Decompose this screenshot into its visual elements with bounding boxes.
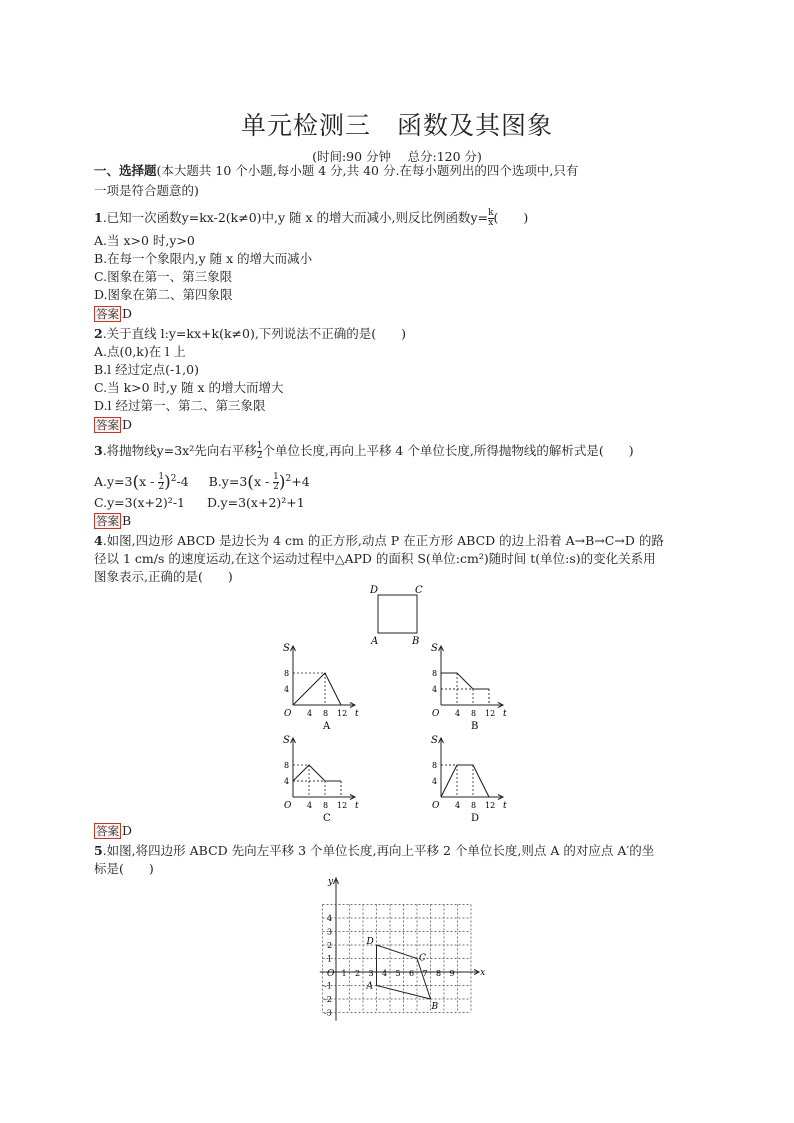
x-tick-12: 12 xyxy=(485,801,496,810)
y-tick-8: 8 xyxy=(284,761,290,770)
q3-options-ab: A.y=3(x - $\frac{1}{2}$ )$^2$-4 B.y=3(x - $\frac{1}{2}$ )$^2$+4 xyxy=(94,472,310,493)
x-axis-label: t xyxy=(355,801,359,811)
q3-answer: 答案 B xyxy=(96,513,132,528)
x-tick-4: 4 xyxy=(455,801,461,810)
question-5-line2: 标是( ) xyxy=(94,861,154,876)
graph-curve xyxy=(441,765,489,797)
x-axis-label: t xyxy=(503,709,507,719)
graph-caption: B xyxy=(471,721,479,732)
question-5-line1: 5.如图,将四边形 ABCD 先向左平移 3 个单位长度,再向上平移 2 个单位长度,则点 A 的对应点 A′的坐 xyxy=(94,843,655,858)
x-tick-6: 6 xyxy=(409,969,415,978)
y-tick-4: 4 xyxy=(284,777,290,786)
origin-label: O xyxy=(432,801,440,811)
x-tick-3: 3 xyxy=(368,969,374,978)
q1-option-a: A.当 x>0 时,y>0 xyxy=(94,233,195,248)
square-label-b: B xyxy=(412,636,420,647)
y-tick-1: 1 xyxy=(327,954,333,964)
y-tick-8: 8 xyxy=(284,669,290,678)
x-tick-8: 8 xyxy=(471,709,477,718)
question-2-stem: 2.关于直线 l:y=kx+k(k≠0),下列说法不正确的是( ) xyxy=(94,326,407,341)
x-tick-4: 4 xyxy=(382,969,388,978)
page-title: 单元检测三 函数及其图象 xyxy=(240,111,553,140)
y-tick-4: 4 xyxy=(327,914,333,923)
exam-info: (时间:90 分钟 总分:120 分) xyxy=(312,149,482,164)
square-label-c: C xyxy=(415,585,423,596)
y-tick-4: 4 xyxy=(432,685,438,694)
y-axis-label: S xyxy=(283,735,290,746)
q2-option-b: B.l 经过定点(-1,0) xyxy=(94,362,199,377)
section-heading: 一、选择题(本大题共 10 个小题,每小题 4 分,共 40 分.在每小题列出的四个选项中,只有 xyxy=(94,163,579,178)
y-tick-1: -1 xyxy=(324,981,332,991)
q1-option-c: C.图象在第一、第三象限 xyxy=(94,269,233,284)
graph-curve xyxy=(441,673,489,689)
y-tick-3: 3 xyxy=(327,927,333,937)
y-tick-8: 8 xyxy=(432,761,438,770)
x-axis-label: t xyxy=(355,709,359,719)
section-desc: 一项是符合题意的) xyxy=(94,183,199,198)
x-tick-4: 4 xyxy=(307,801,313,810)
x-tick-8: 8 xyxy=(436,969,442,978)
answer-badge[interactable]: 答案 xyxy=(96,824,119,838)
x-tick-7: 7 xyxy=(422,969,428,978)
graph-caption: C xyxy=(323,813,331,824)
graph-option-c xyxy=(281,735,361,825)
y-axis-label: y xyxy=(328,877,334,887)
q2-option-a: A.点(0,k)在 l 上 xyxy=(94,344,186,359)
answer-badge[interactable]: 答案 xyxy=(96,418,119,432)
question-4-line2: 径以 1 cm/s 的速度运动,在这个运动过程中△APD 的面积 S(单位:cm²)随时间 t(单位:s)的变化关系用 xyxy=(94,551,656,566)
y-axis-label: S xyxy=(431,735,438,746)
q1-answer: 答案 D xyxy=(96,306,133,321)
q3-options-cd: C.y=3(x+2)²-1 D.y=3(x+2)²+1 xyxy=(94,495,305,510)
graph-caption: A xyxy=(323,721,331,732)
q2-answer: 答案 D xyxy=(96,417,133,432)
x-tick-1: 1 xyxy=(341,969,347,978)
question-3-stem: 3.将抛物线y=3x²先向右平移 $\frac{1}{2}$ 个单位长度,再向上平移 4 个单位长度,所得抛物线的解析式是( ) xyxy=(94,441,634,461)
y-tick-2: -2 xyxy=(324,995,332,1004)
origin-label: O xyxy=(327,969,335,979)
question-4-line1: 4.如图,四边形 ABCD 是边长为 4 cm 的正方形,动点 P 在正方形 ABCD 的边上沿着 A→B→C→D 的路 xyxy=(94,533,664,548)
point-label-b: B xyxy=(431,1002,439,1012)
x-tick-12: 12 xyxy=(337,801,348,810)
x-tick-9: 9 xyxy=(449,969,455,978)
point-label-d: D xyxy=(366,937,374,947)
graph-curve xyxy=(293,673,341,705)
fraction: $\frac{1}{2}$ xyxy=(256,441,263,461)
q2-option-c: C.当 k>0 时,y 随 x 的增大而增大 xyxy=(94,380,284,395)
q1-option-b: B.在每一个象限内,y 随 x 的增大而减小 xyxy=(94,251,313,266)
y-axis-label: S xyxy=(283,643,290,654)
x-tick-8: 8 xyxy=(323,801,329,810)
origin-label: O xyxy=(284,801,292,811)
graph-option-a xyxy=(281,643,361,733)
graph-caption: D xyxy=(471,813,480,824)
question-4-line3: 图象表示,正确的是( ) xyxy=(94,569,233,584)
square-abcd-figure xyxy=(368,582,428,648)
q4-answer: 答案 D xyxy=(96,823,133,838)
origin-label: O xyxy=(284,709,292,719)
origin-label: O xyxy=(432,709,440,719)
x-tick-4: 4 xyxy=(307,709,313,718)
x-tick-2: 2 xyxy=(355,969,361,978)
q2-option-d: D.l 经过第一、第二、第三象限 xyxy=(94,398,266,413)
square-label-a: A xyxy=(371,636,379,647)
y-tick-3: -3 xyxy=(324,1008,332,1018)
question-1-stem: 1.已知一次函数y=kx-2(k≠0)中,y 随 x 的增大而减小,则反比例函数y= $\frac{k}{x}$ ( ) xyxy=(94,208,529,228)
x-tick-4: 4 xyxy=(455,709,461,718)
x-tick-8: 8 xyxy=(471,801,477,810)
answer-badge[interactable]: 答案 xyxy=(96,307,119,321)
q1-option-d: D.图象在第二、第四象限 xyxy=(94,287,233,302)
answer-badge[interactable]: 答案 xyxy=(96,514,119,528)
x-axis-label: x xyxy=(480,968,486,978)
y-tick-8: 8 xyxy=(432,669,438,678)
x-tick-12: 12 xyxy=(337,709,348,718)
point-label-c: C xyxy=(419,953,426,964)
x-axis-label: t xyxy=(503,801,507,811)
fraction: $\frac{k}{x}$ xyxy=(488,208,494,228)
y-tick-4: 4 xyxy=(284,685,290,694)
point-label-a: A xyxy=(366,981,373,992)
y-axis-label: S xyxy=(431,643,438,654)
y-tick-4: 4 xyxy=(432,777,438,786)
y-tick-2: 2 xyxy=(327,941,333,950)
graph-option-d xyxy=(429,735,509,825)
x-tick-12: 12 xyxy=(485,709,496,718)
x-tick-5: 5 xyxy=(395,969,401,978)
graph-curve xyxy=(293,765,341,781)
graph-option-b xyxy=(429,643,509,733)
coordinate-grid-figure xyxy=(312,874,486,1024)
square-label-d: D xyxy=(370,585,379,596)
x-tick-8: 8 xyxy=(323,709,329,718)
